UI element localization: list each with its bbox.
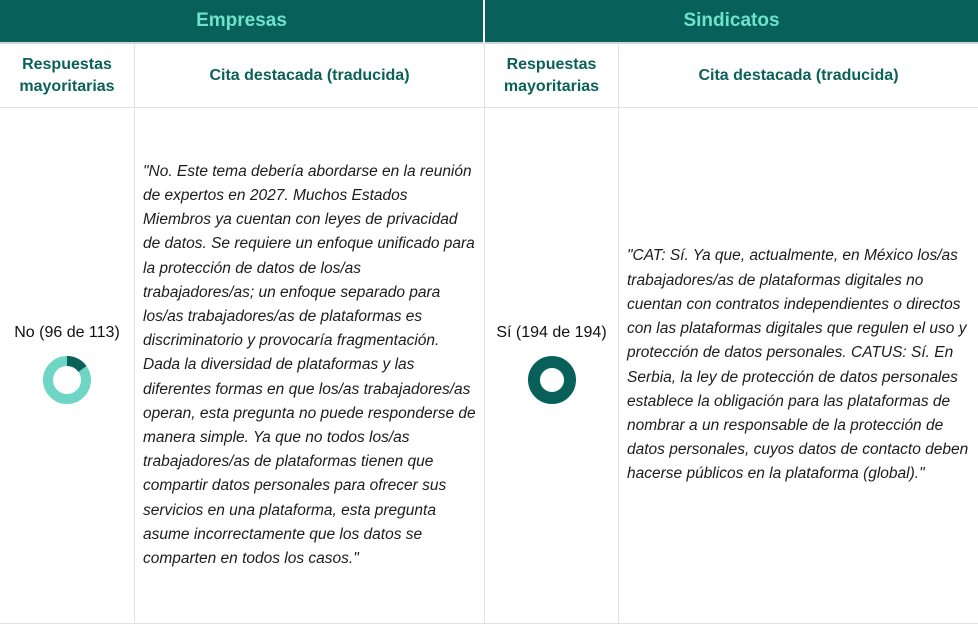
col-cita-sindicatos-label: Cita destacada (traducida) (698, 66, 899, 84)
col-cita-empresas (135, 44, 485, 108)
col-respuestas-empresas (0, 44, 135, 108)
col-respuestas-empresas-label: Respuestas mayoritarias (19, 55, 115, 95)
sindicatos-donut-chart (524, 352, 580, 408)
col-cita-sindicatos (619, 44, 978, 108)
header-empresas (0, 0, 485, 44)
header-sindicatos-label: Sindicatos (683, 10, 780, 31)
empresas-response-cell (0, 108, 135, 624)
empresas-quote-cell (135, 108, 485, 624)
col-cita-empresas-label: Cita destacada (traducida) (209, 66, 410, 84)
sindicatos-response: Sí (194 de 194) (496, 323, 607, 341)
empresas-response: No (96 de 113) (14, 323, 120, 341)
sindicatos-quote: "CAT: Sí. Ya que, actualmente, en México los/as trabajadores/as de plataformas digitales no cuentan con contratos independientes o directos con las plataformas digitales que regulen el uso y protección de datos personales. CATUS: Sí. En Serbia, la ley de protección de datos personales establece la obligación para las plataformas de nombrar a un responsable de la protección de datos personales, cuyos datos de contacto deben hacerse públicos en la plataforma (global)." (627, 247, 969, 483)
header-sindicatos (485, 0, 978, 44)
sindicatos-response-cell (485, 108, 619, 624)
col-respuestas-sindicatos (485, 44, 619, 108)
empresas-quote: "No. Este tema debería abordarse en la reunión de expertos en 2027. Muchos Estados Miembros ya cuentan con leyes de privacidad de datos. Se requiere un enfoque unificado para la protección de datos de los/as trabajadores/as; un enfoque separado para los/as trabajadores/as de plataformas es discriminatorio y provocaría fragmentación. Dada la diversidad de plataformas y las diferentes formas en que los/as trabajadores/as operan, esta pregunta no puede responderse de manera simple. Ya que no todos los/as trabajadores/as de plataformas tienen que compartir datos personales para ofrecer sus servicios en una plataforma, esta pregunta asume incorrectamente que los datos se comparten en todos los casos." (143, 162, 476, 568)
empresas-donut-chart (39, 352, 95, 408)
sindicatos-quote-cell (619, 108, 978, 624)
header-empresas-label: Empresas (196, 10, 287, 31)
col-respuestas-sindicatos-label: Respuestas mayoritarias (503, 55, 600, 95)
sindicatos-donut-majority-slice (534, 362, 570, 398)
